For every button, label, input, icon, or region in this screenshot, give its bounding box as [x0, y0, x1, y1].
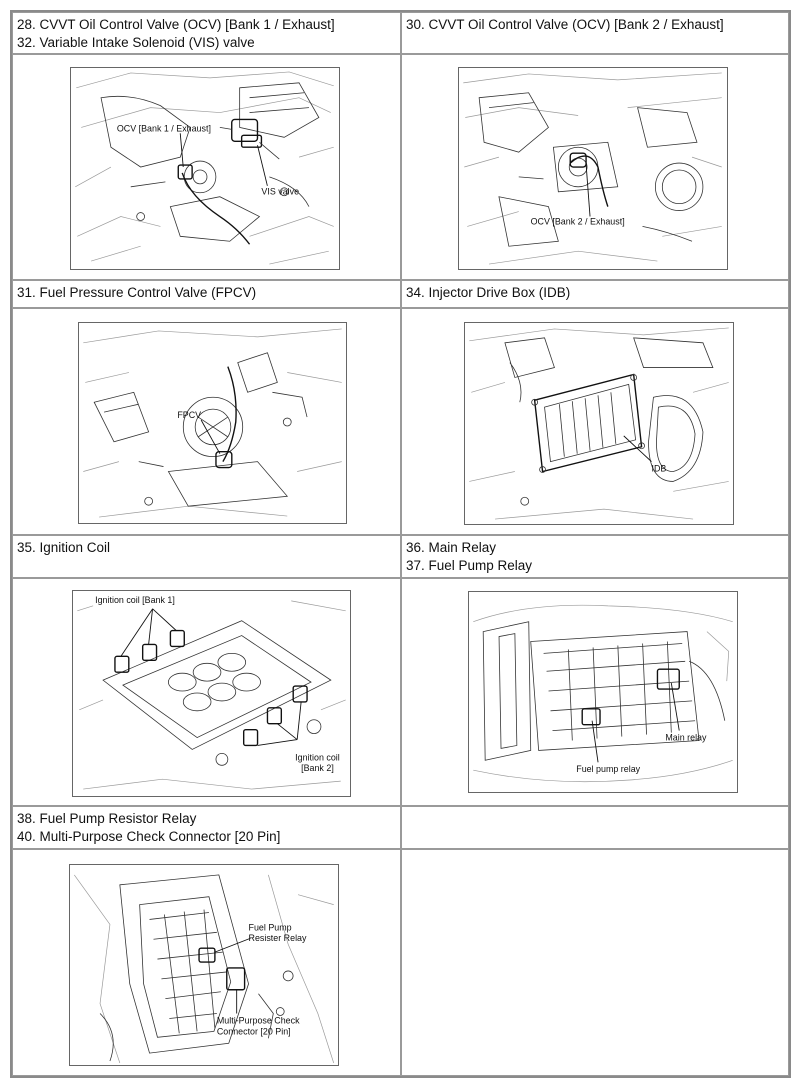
label-fuel-pump-relay: Fuel pump relay: [576, 764, 641, 775]
label-ignition-coil-bank1: Ignition coil [Bank 1]: [95, 594, 175, 605]
engine-drawing: [469, 592, 737, 792]
cell-figure-ocv-bank2: [401, 54, 789, 280]
engine-drawing: [459, 68, 727, 269]
cell-figure-relays: [401, 578, 789, 806]
title-line: 35. Ignition Coil: [17, 540, 111, 555]
label-vis-valve: VIS valve: [261, 186, 300, 197]
title-line: 34. Injector Drive Box (IDB): [406, 285, 571, 300]
title-line: 32. Variable Intake Solenoid (VIS) valve: [17, 35, 255, 50]
cell-title-resistor-relay-connector: [12, 806, 401, 849]
title-line: 38. Fuel Pump Resistor Relay: [17, 811, 197, 826]
cell-figure-idb: [401, 308, 789, 535]
figure-resistor-relay-connector: [69, 864, 339, 1066]
engine-drawing: [79, 323, 346, 523]
cell-empty-figure: [401, 849, 789, 1076]
label-ignition-coil-bank2-line2: [Bank 2]: [301, 763, 334, 774]
figure-ocv-bank1-vis: [70, 67, 340, 270]
cell-title-fpcv: [12, 280, 401, 308]
component-location-table: [10, 10, 791, 1078]
engine-drawing: [70, 865, 338, 1065]
label-multi-purpose-check-line2: Connector [20 Pin]: [216, 1026, 291, 1037]
label-fuel-pump-resister-relay-line2: Resister Relay: [248, 933, 307, 944]
cell-title-relays: [401, 535, 789, 578]
figure-idb: [464, 322, 734, 525]
cell-figure-ocv-bank1-vis: [12, 54, 401, 280]
title-line: 31. Fuel Pressure Control Valve (FPCV): [17, 285, 257, 300]
figure-ocv-bank2: [458, 67, 728, 270]
label-idb: IDB: [651, 463, 667, 474]
cell-title-ocv-bank1-vis: [12, 12, 401, 54]
label-multi-purpose-check-line1: Multi-Purpose Check: [216, 1015, 300, 1026]
label-ocv-bank1: OCV [Bank 1 / Exhaust]: [116, 123, 211, 134]
label-main-relay: Main relay: [665, 732, 707, 743]
figure-relays: [468, 591, 738, 793]
engine-drawing: [71, 68, 339, 269]
cell-figure-fpcv: [12, 308, 401, 535]
cell-title-ocv-bank2: [401, 12, 789, 54]
title-line: 37. Fuel Pump Relay: [406, 558, 533, 573]
cell-figure-resistor-relay-connector: [12, 849, 401, 1076]
cell-title-ignition-coil: [12, 535, 401, 578]
cell-figure-ignition-coil: [12, 578, 401, 806]
title-line: 40. Multi-Purpose Check Connector [20 Pin]: [17, 829, 281, 844]
cell-empty-title: [401, 806, 789, 849]
title-line: 36. Main Relay: [406, 540, 497, 555]
label-ignition-coil-bank2-line1: Ignition coil: [295, 752, 340, 763]
label-ocv-bank2: OCV [Bank 2 / Exhaust]: [530, 216, 625, 227]
title-line: 30. CVVT Oil Control Valve (OCV) [Bank 2 / Exhaust]: [406, 17, 724, 32]
title-line: 28. CVVT Oil Control Valve (OCV) [Bank 1 / Exhaust]: [17, 17, 335, 32]
figure-fpcv: [78, 322, 347, 524]
label-fpcv: FPCV: [177, 410, 202, 421]
label-fuel-pump-resister-relay-line1: Fuel Pump: [248, 922, 292, 933]
engine-drawing: [465, 323, 733, 524]
cell-title-idb: [401, 280, 789, 308]
figure-ignition-coil: [72, 590, 351, 797]
engine-drawing: [73, 591, 350, 796]
